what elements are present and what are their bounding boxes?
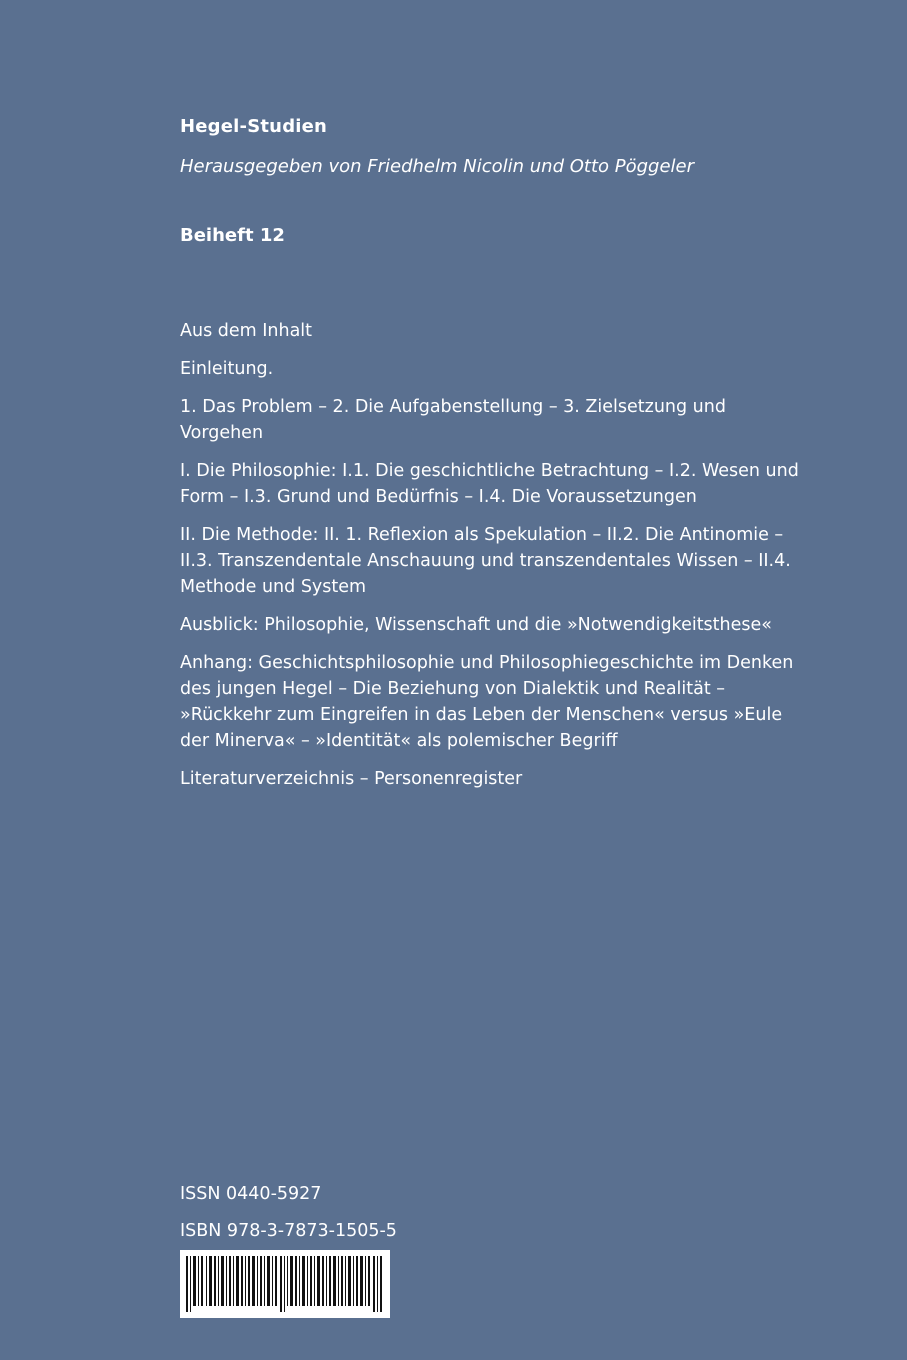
contents-item: Literaturverzeichnis – Personenregister — [180, 769, 523, 789]
table-of-contents — [180, 318, 810, 804]
contents-heading: Aus dem Inhalt — [180, 321, 313, 341]
volume-number: Beiheft 12 — [180, 225, 285, 246]
back-cover — [180, 0, 820, 1360]
contents-item: Anhang: Geschichtsphilosophie und Philosophiegeschichte im Denken des jungen Hegel – Die Beziehung von Dialektik und Realität – »Rückkehr zum Eingreifen in das Leben der Menschen« versus »Eule der Minerva« – »Identität« als polemischer Begriff — [180, 653, 794, 751]
contents-item: II. Die Methode: II. 1. Reflexion als Spekulation – II.2. Die Antinomie – II.3. Transzendentale Anschauung und transzendentales Wissen – II.4. Methode und System — [180, 525, 791, 597]
isbn-number: ISBN 978-3-7873-1505-5 — [180, 1221, 397, 1241]
issn-number: ISSN 0440-5927 — [180, 1184, 322, 1204]
contents-item: 1. Das Problem – 2. Die Aufgabenstellung – 3. Zielsetzung und Vorgehen — [180, 397, 726, 443]
contents-item: Ausblick: Philosophie, Wissenschaft und die »Notwendigkeitsthese« — [180, 615, 772, 635]
barcode — [180, 1250, 390, 1318]
editors-line: Herausgegeben von Friedhelm Nicolin und Otto Pöggeler — [180, 156, 695, 177]
contents-item: I. Die Philosophie: I.1. Die geschichtliche Betrachtung – I.2. Wesen und Form – I.3. Grund und Bedürfnis – I.4. Die Voraussetzungen — [180, 461, 799, 507]
series-title: Hegel-Studien — [180, 116, 328, 137]
contents-item: Einleitung. — [180, 359, 274, 379]
barcode-bars-icon — [180, 1250, 390, 1318]
